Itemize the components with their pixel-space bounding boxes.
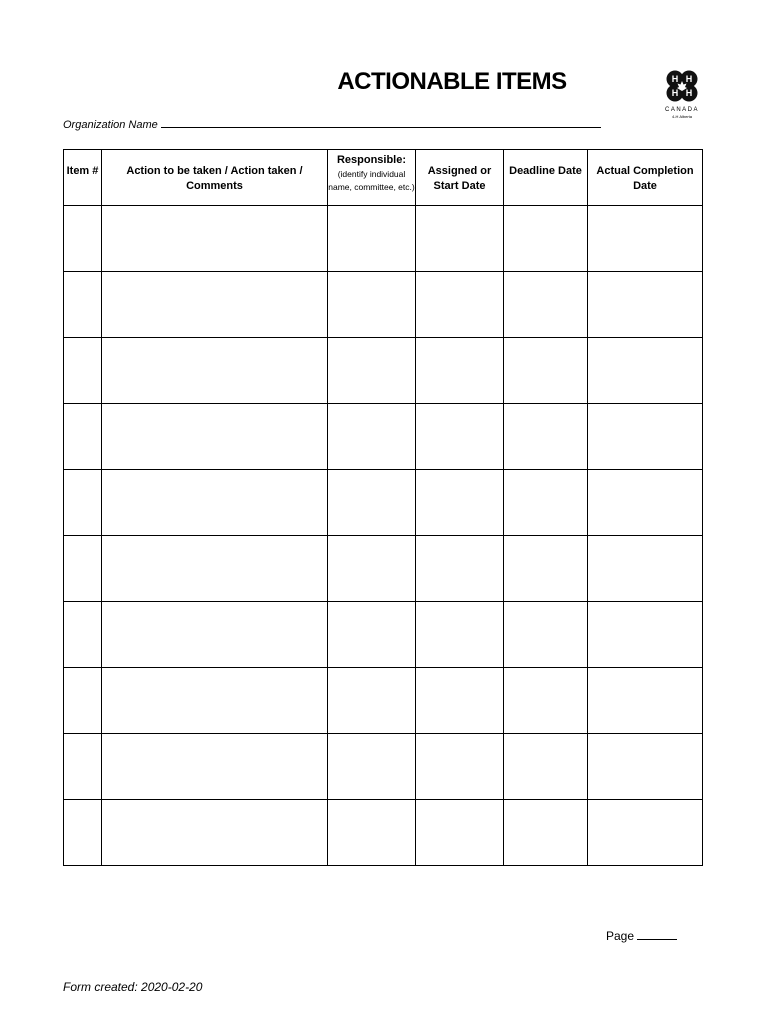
cell-deadline-date[interactable]	[504, 404, 588, 470]
cell-deadline-date[interactable]	[504, 536, 588, 602]
table-row	[64, 536, 703, 602]
cell-assigned-date[interactable]	[416, 800, 504, 866]
cell-responsible[interactable]	[328, 470, 416, 536]
organization-name-field[interactable]	[63, 117, 601, 131]
cell-responsible[interactable]	[328, 272, 416, 338]
organization-name-label: Organization Name	[63, 119, 158, 131]
cell-responsible[interactable]	[328, 338, 416, 404]
table-row	[64, 668, 703, 734]
cell-action[interactable]	[102, 536, 328, 602]
logo-subtitle: 4-H Alberta	[671, 114, 692, 119]
header-item-number: Item #	[64, 150, 102, 206]
header-responsible	[328, 150, 416, 206]
cell-action[interactable]	[102, 404, 328, 470]
cell-action[interactable]	[102, 272, 328, 338]
cell-assigned-date[interactable]	[416, 602, 504, 668]
cell-assigned-date[interactable]	[416, 272, 504, 338]
table-header-row	[64, 150, 703, 206]
four-leaf-clover-icon	[662, 66, 702, 106]
cell-completion-date[interactable]	[588, 734, 703, 800]
cell-responsible[interactable]	[328, 800, 416, 866]
cell-action[interactable]	[102, 470, 328, 536]
page-title: ACTIONABLE ITEMS	[337, 68, 567, 95]
cell-deadline-date[interactable]	[504, 470, 588, 536]
logo	[656, 66, 708, 126]
cell-assigned-date[interactable]	[416, 668, 504, 734]
cell-completion-date[interactable]	[588, 404, 703, 470]
cell-assigned-date[interactable]	[416, 338, 504, 404]
cell-action[interactable]	[102, 206, 328, 272]
header-deadline-date: Deadline Date	[504, 150, 588, 206]
cell-action[interactable]	[102, 668, 328, 734]
cell-action[interactable]	[102, 800, 328, 866]
table-row	[64, 338, 703, 404]
cell-completion-date[interactable]	[588, 800, 703, 866]
table-row	[64, 800, 703, 866]
cell-assigned-date[interactable]	[416, 536, 504, 602]
cell-item-number[interactable]	[64, 404, 102, 470]
cell-assigned-date[interactable]	[416, 206, 504, 272]
cell-completion-date[interactable]	[588, 272, 703, 338]
cell-completion-date[interactable]	[588, 536, 703, 602]
svg-text:H: H	[671, 74, 679, 84]
table-body	[64, 206, 703, 866]
cell-responsible[interactable]	[328, 404, 416, 470]
header-responsible-label: Responsible:	[336, 154, 407, 166]
cell-responsible[interactable]	[328, 734, 416, 800]
cell-item-number[interactable]	[64, 338, 102, 404]
cell-completion-date[interactable]	[588, 206, 703, 272]
cell-deadline-date[interactable]	[504, 800, 588, 866]
table-row	[64, 206, 703, 272]
cell-item-number[interactable]	[64, 668, 102, 734]
header-action: Action to be taken / Action taken / Comments	[102, 150, 328, 206]
svg-text:H: H	[685, 74, 693, 84]
logo-country: CANADA	[664, 107, 699, 113]
cell-action[interactable]	[102, 734, 328, 800]
cell-item-number[interactable]	[64, 470, 102, 536]
cell-completion-date[interactable]	[588, 602, 703, 668]
header-assigned-date: Assigned or Start Date	[416, 150, 504, 206]
cell-assigned-date[interactable]	[416, 404, 504, 470]
cell-deadline-date[interactable]	[504, 668, 588, 734]
form-created-note: Form created: 2020-02-20	[63, 980, 203, 994]
organization-name-line[interactable]	[161, 117, 601, 128]
cell-responsible[interactable]	[328, 206, 416, 272]
table-row	[64, 272, 703, 338]
cell-responsible[interactable]	[328, 536, 416, 602]
table-row	[64, 602, 703, 668]
page-number-field[interactable]	[606, 929, 677, 943]
cell-deadline-date[interactable]	[504, 206, 588, 272]
cell-completion-date[interactable]	[588, 470, 703, 536]
cell-deadline-date[interactable]	[504, 734, 588, 800]
cell-completion-date[interactable]	[588, 668, 703, 734]
cell-assigned-date[interactable]	[416, 470, 504, 536]
cell-responsible[interactable]	[328, 668, 416, 734]
page-number-line[interactable]	[637, 929, 677, 940]
page-label: Page	[606, 929, 635, 943]
table-row	[64, 734, 703, 800]
actionable-items-table	[63, 149, 703, 866]
table-row	[64, 404, 703, 470]
cell-deadline-date[interactable]	[504, 338, 588, 404]
svg-text:H: H	[685, 88, 693, 98]
cell-item-number[interactable]	[64, 206, 102, 272]
header-responsible-note: (identify individual name, committee, etc.)	[328, 169, 415, 192]
cell-item-number[interactable]	[64, 272, 102, 338]
cell-completion-date[interactable]	[588, 338, 703, 404]
svg-text:H: H	[671, 88, 679, 98]
cell-item-number[interactable]	[64, 602, 102, 668]
table-row	[64, 470, 703, 536]
cell-action[interactable]	[102, 338, 328, 404]
cell-item-number[interactable]	[64, 800, 102, 866]
cell-action[interactable]	[102, 602, 328, 668]
cell-deadline-date[interactable]	[504, 602, 588, 668]
cell-assigned-date[interactable]	[416, 734, 504, 800]
header-completion-date: Actual Completion Date	[588, 150, 703, 206]
cell-deadline-date[interactable]	[504, 272, 588, 338]
cell-item-number[interactable]	[64, 734, 102, 800]
cell-item-number[interactable]	[64, 536, 102, 602]
cell-responsible[interactable]	[328, 602, 416, 668]
